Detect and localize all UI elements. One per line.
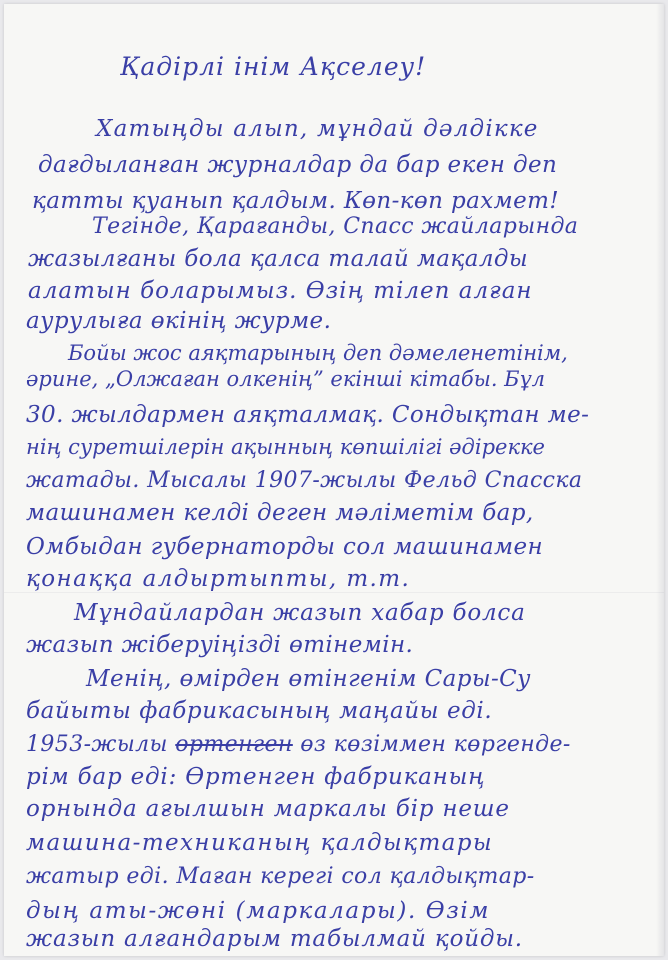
letter-line: әрине, „Олжаған олкенің” екінші кітабы. Бұл	[26, 367, 545, 391]
letter-line: Бойы жос аяқтарының деп дәмеленетінім,	[68, 341, 568, 365]
letter-line: жазып алғандарым табылмай қойды.	[26, 926, 523, 952]
letter-line: Тегінде, Қарағанды, Спасс жайларында	[92, 214, 579, 239]
letter-line: Омбыдан губернаторды сол машинамен	[26, 534, 544, 560]
letter-line-end: өз көзіммен көргенде-	[292, 732, 571, 757]
letter-line: Мұндайлардан жазып хабар болса	[74, 600, 526, 626]
letter-line: рім бар еді: Өртенген фабриканың	[26, 764, 486, 790]
letter-line: дың аты-жөні (маркалары). Өзім	[26, 898, 490, 924]
letter-line: дағдыланған журналдар да бар екен деп	[38, 152, 558, 178]
letter-line: 30. жылдармен аяқталмақ. Сондықтан ме-	[26, 402, 590, 428]
letter-line: алатын боларымыз. Өзің тілеп алған	[28, 278, 533, 304]
letter-line-start: 1953-жылы	[26, 732, 176, 757]
struck-word: өртенген	[175, 732, 293, 757]
letter-line: қатты қуанып қалдым. Көп-көп рахмет!	[32, 188, 559, 214]
letter-line: жазылғаны бола қалса талай мақалды	[28, 246, 528, 272]
letter-greeting: Қадірлі інім Ақселеу!	[120, 52, 427, 81]
letter-line: нің суретшілерін ақынның көпшілігі әдірекке	[26, 435, 545, 459]
letter-sheet	[4, 4, 664, 956]
letter-line: Хатыңды алып, мұндай дәлдікке	[96, 116, 539, 142]
letter-line: жатады. Мысалы 1907-жылы Фельд Спасска	[26, 468, 583, 493]
letter-line	[26, 730, 571, 760]
letter-line: машина-техниканың қалдықтары	[26, 830, 494, 856]
letter-line: машинамен келді деген мәліметім бар,	[26, 500, 534, 526]
letter-line: орнында ағылшын маркалы бір неше	[26, 796, 510, 822]
letter-line: жазып жіберуіңізді өтінемін.	[26, 632, 414, 658]
letter-line: аурулыға өкінің журме.	[26, 308, 332, 334]
letter-line: байыты фабрикасының маңайы еді.	[26, 698, 493, 724]
letter-line: қонаққа алдыртыпты, т.т.	[26, 566, 411, 592]
handwritten-letter	[4, 4, 664, 956]
letter-line: Менің, өмірден өтінгенім Сары-Су	[86, 666, 531, 692]
letter-line: жатыр еді. Маған керегі сол қалдықтар-	[26, 864, 535, 889]
